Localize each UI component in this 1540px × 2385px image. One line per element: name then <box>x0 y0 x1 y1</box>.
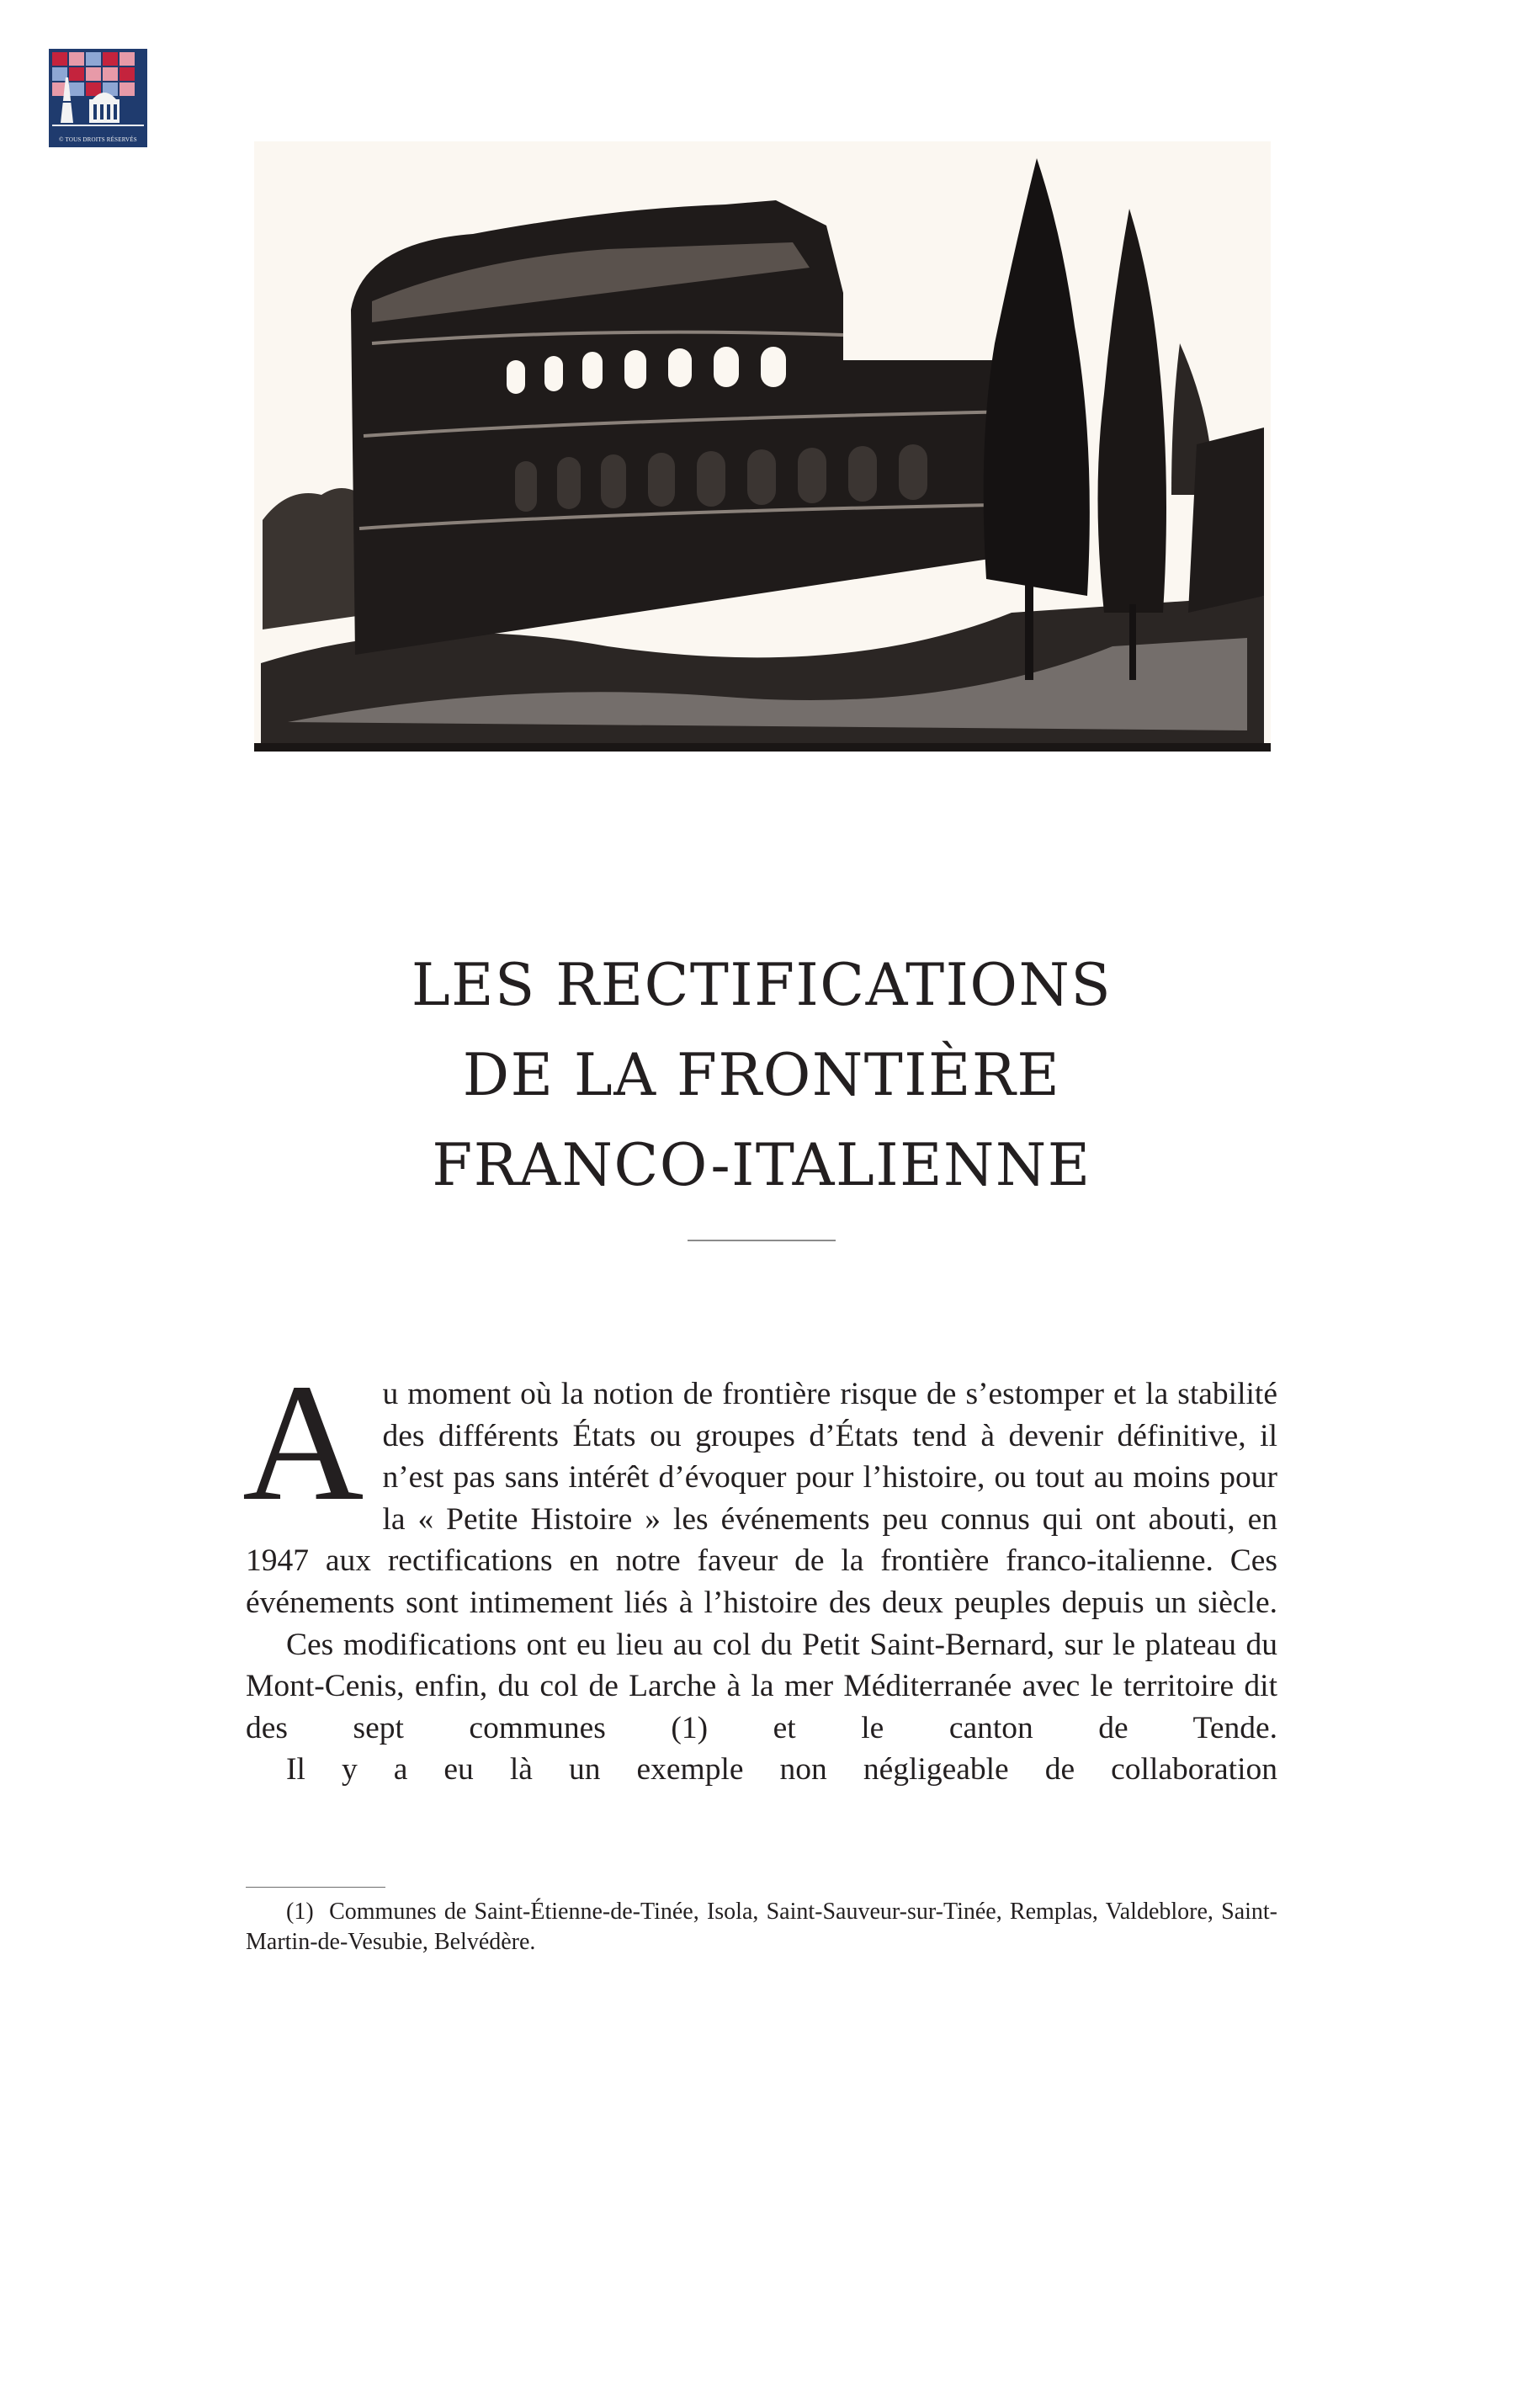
paragraph <box>242 1350 1277 1624</box>
paragraph: Ces modifications ont eu lieu au col du Petit Saint-Bernard, sur le plateau du Mont-Cenis, enfin, du col de Larche à la mer Méditerranée avec le territoire dit des sept communes (1) et le canton de Tende. <box>246 1627 1277 1745</box>
title-line: FRANCO-ITALIENNE <box>432 1132 1091 1199</box>
footnote-marker: (1) <box>286 1899 314 1925</box>
colosseum-engraving-icon <box>254 141 1271 752</box>
drop-cap: A <box>242 1350 364 1536</box>
title-line: DE LA FRONTIÈRE <box>462 1042 1061 1109</box>
paragraph: Il y a eu là un exemple non négligeable de collaboration <box>286 1752 1277 1787</box>
footnote <box>246 1897 1277 1957</box>
footnote-divider <box>246 1887 385 1888</box>
title-line: LES RECTIFICATIONS <box>411 952 1113 1019</box>
publisher-logo <box>49 49 147 147</box>
colosseum-illustration <box>254 141 1271 752</box>
logo-caption: © TOUS DROITS RÉSERVÉS <box>59 136 137 143</box>
logo-emblem-icon <box>49 49 147 147</box>
page-title <box>252 941 1271 1211</box>
paragraph-text: u moment où la notion de frontière risque de s’estomper et la stabilité des différents États ou groupes d’États tend à devenir définitive, il n’est pas sans intérêt d’évoquer pour l’histoire, ou tout au moins pour la « Petite Histoire » les événements peu connus qui ont abouti, en 1947 aux rectifications en notre faveur de la frontière franco-italienne. Ces événements sont intimement liés à l’histoire des deux peuples depuis un siècle. <box>246 1377 1277 1620</box>
title-divider <box>688 1240 836 1241</box>
article-body <box>242 1350 1277 1791</box>
footnote-text: Communes de Saint-Étienne-de-Tinée, Isola, Saint-Sauveur-sur-Tinée, Remplas, Valdeblore, Saint-Martin-de-Vesubie, Belvédère. <box>246 1899 1278 1955</box>
